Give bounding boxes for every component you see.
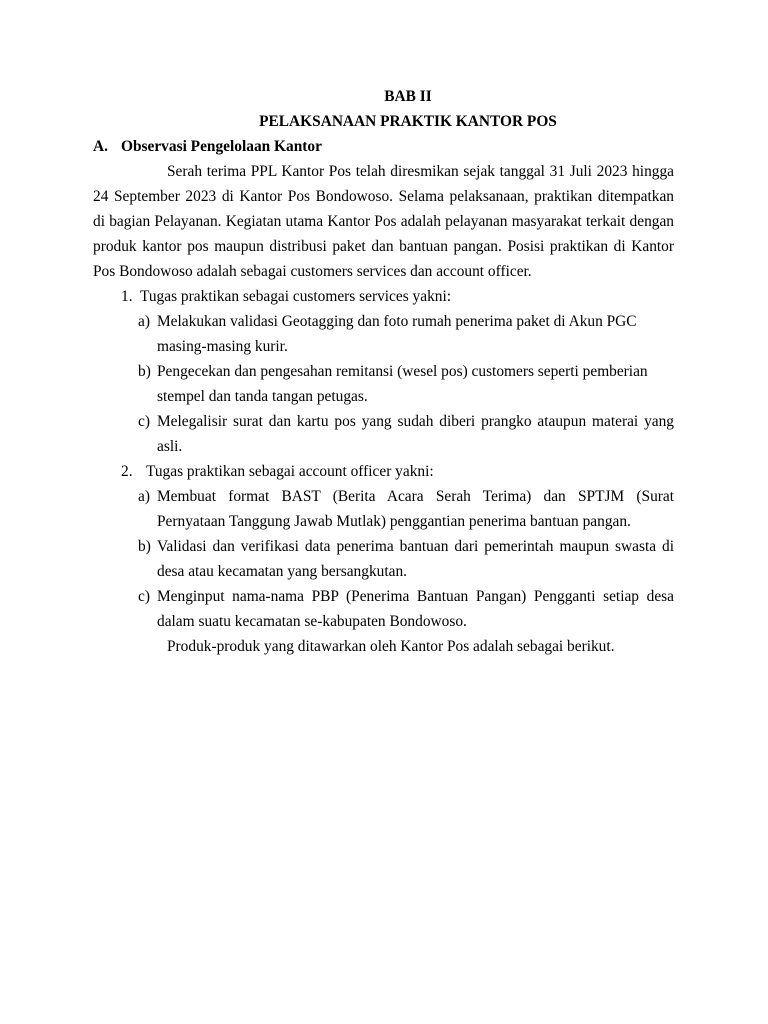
sub-item [0,359,768,384]
sub-item-text-line: Pengecekan dan pengesahan remitansi (wesel pos) customers seperti pemberian [157,363,648,380]
sub-item-text-line: Melakukan validasi Geotagging dan foto rumah penerima paket di Akun PGC [157,313,637,330]
sub-item-text-line: Membuat format BAST (Berita Acara Serah Terima) dan SPTJM (Surat [157,488,674,505]
task-title: Tugas praktikan sebagai account officer yakni: [146,463,434,480]
sub-item-text-line: stempel dan tanda tangan petugas. [157,388,368,405]
sub-item-marker: b) [138,538,151,555]
paragraph-line [0,234,768,259]
sub-item-text-line: Menginput nama-nama PBP (Penerima Bantuan Pangan) Pengganti setiap desa [157,588,674,605]
paragraph-line-text: produk kantor pos maupun distribusi paket dan bantuan pangan. Posisi praktikan di Kantor [93,238,674,255]
sub-item [0,534,768,559]
paragraph-line-text: Serah terima PPL Kantor Pos telah diresmikan sejak tanggal 31 Juli 2023 hingga [167,163,674,180]
chapter-label: BAB II [384,88,432,105]
sub-item-continuation [0,609,768,634]
sub-item-text-line: Pernyataan Tanggung Jawab Mutlak) penggantian penerima bantuan pangan. [157,513,631,530]
sub-item-marker: c) [138,413,150,430]
chapter-label-line [0,84,768,109]
sub-item-text-line: Validasi dan verifikasi data penerima bantuan dari pemerintah maupun swasta di [157,538,674,555]
sub-item-continuation [0,434,768,459]
paragraph-line [0,209,768,234]
section-title: Observasi Pengelolaan Kantor [121,138,322,155]
paragraph-line-text: Pos Bondowoso adalah sebagai customers services dan account officer. [93,263,532,280]
closing-sentence: Produk-produk yang ditawarkan oleh Kantor Pos adalah sebagai berikut. [167,638,615,655]
chapter-title: PELAKSANAAN PRAKTIK KANTOR POS [259,113,557,130]
sub-item [0,484,768,509]
sub-item-text-line: dalam suatu kecamatan se-kabupaten Bondowoso. [157,613,467,630]
task-heading [0,459,768,484]
task-marker: 1. [121,288,133,305]
task-title: Tugas praktikan sebagai customers services yakni: [140,288,452,305]
closing-line [0,634,768,659]
document-body [0,84,768,659]
sub-item-text-line: asli. [157,438,183,455]
paragraph-line [0,159,768,184]
sub-item-continuation [0,384,768,409]
sub-item-marker: a) [138,313,150,330]
sub-item-continuation [0,559,768,584]
sub-item-text-line: Melegalisir surat dan kartu pos yang sudah diberi prangko ataupun materai yang [157,413,674,430]
task-heading [0,284,768,309]
task-marker: 2. [121,463,133,480]
sub-item-text-line: masing-masing kurir. [157,338,288,355]
paragraph-line [0,259,768,284]
sub-item-continuation [0,334,768,359]
sub-item [0,584,768,609]
section-heading [0,134,768,159]
sub-item-marker: b) [138,363,151,380]
section-marker: A. [93,138,108,155]
sub-item [0,409,768,434]
sub-item-marker: a) [138,488,150,505]
sub-item-continuation [0,509,768,534]
sub-item-text-line: desa atau kecamatan yang bersangkutan. [157,563,407,580]
paragraph-line [0,184,768,209]
sub-item-marker: c) [138,588,150,605]
paragraph-line-text: di bagian Pelayanan. Kegiatan utama Kantor Pos adalah pelayanan masyarakat terkait dengan [93,213,674,230]
paragraph-line-text: 24 September 2023 di Kantor Pos Bondowoso. Selama pelaksanaan, praktikan ditempatkan [93,188,674,205]
sub-item [0,309,768,334]
chapter-title-line [0,109,768,134]
